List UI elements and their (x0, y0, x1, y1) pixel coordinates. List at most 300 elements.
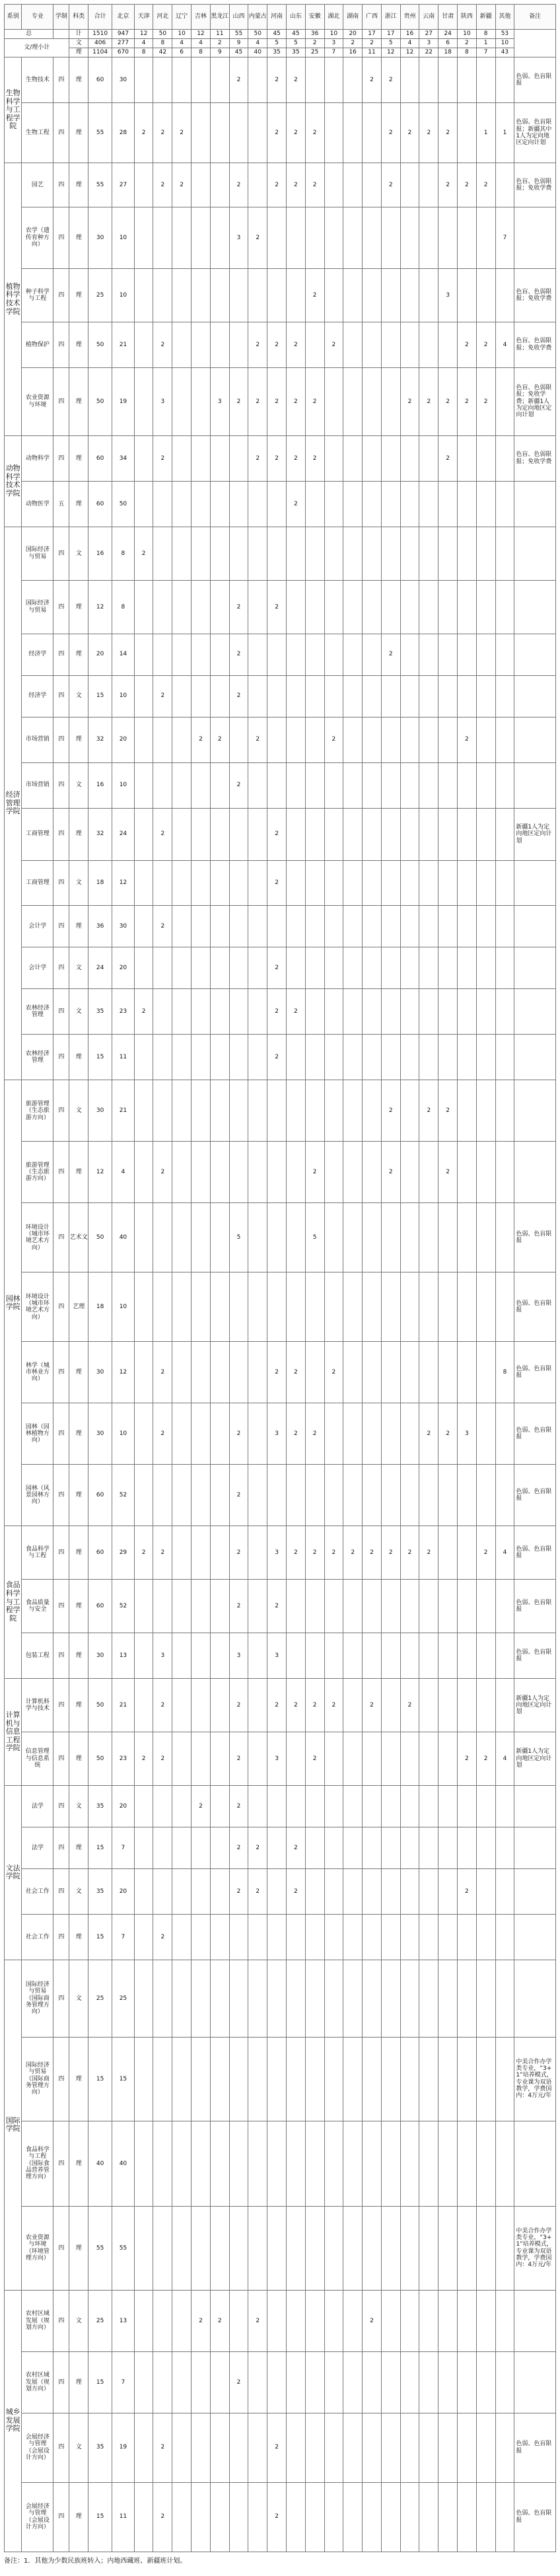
province-value (381, 2482, 400, 2552)
province-value (324, 481, 343, 527)
province-value (476, 717, 495, 762)
summary-total-value: 11 (210, 30, 229, 39)
xuezhi-value: 四 (53, 1679, 69, 1732)
province-value (286, 675, 305, 717)
province-value: 2 (229, 762, 248, 808)
province-value (210, 268, 229, 322)
kelei-header: 科类 (69, 5, 88, 30)
province-value (343, 989, 363, 1035)
province-value (286, 947, 305, 989)
xuezhi-value: 四 (53, 717, 69, 762)
province-value (210, 2121, 229, 2206)
province-value (438, 1580, 458, 1633)
major-name: 经济学 (22, 675, 53, 717)
province-value (400, 57, 419, 103)
province-value: 2 (192, 2290, 211, 2351)
province-value (134, 367, 153, 435)
province-value: 2 (134, 1526, 153, 1580)
province-value (172, 634, 192, 675)
province-value (248, 634, 267, 675)
province-value (267, 1080, 287, 1142)
province-value (400, 1272, 419, 1342)
province-value (305, 2482, 324, 2552)
province-value (267, 1960, 287, 2037)
province-value (248, 1465, 267, 1526)
province-value (153, 207, 172, 268)
province-value (324, 1465, 343, 1526)
total-value: 55 (88, 163, 112, 207)
province-value: 2 (476, 1732, 495, 1786)
province-value (153, 580, 172, 634)
table-row (5, 1342, 556, 1403)
summary-total-value: 36 (305, 30, 324, 39)
xuezhi-value: 四 (53, 57, 69, 103)
table-row (5, 2413, 556, 2482)
province-value: 2 (153, 1526, 172, 1580)
province-value: 2 (457, 163, 476, 207)
kelei-value: 文 (69, 762, 88, 808)
table-row (5, 1868, 556, 1914)
province-value (457, 906, 476, 947)
kelei-value: 文 (69, 2413, 88, 2482)
province-value: 2 (286, 1827, 305, 1868)
province-value (363, 989, 382, 1035)
province-value (153, 1035, 172, 1080)
province-value (476, 860, 495, 906)
summary-wen-value: 5 (286, 39, 305, 48)
province-value (172, 1203, 192, 1272)
total-value: 18 (88, 860, 112, 906)
table-row (5, 2037, 556, 2121)
province-value (476, 1785, 495, 1827)
province-value (419, 860, 438, 906)
province-value (248, 1960, 267, 2037)
province-value (229, 1960, 248, 2037)
province-value (400, 2482, 419, 2552)
province-value (495, 1827, 514, 1868)
province-value: 2 (457, 367, 476, 435)
province-value: 2 (153, 1679, 172, 1732)
province-value: 5 (305, 1203, 324, 1272)
province-value (267, 1142, 287, 1203)
note-cell: 中美合作办学类专业，“3+1”培养模式，专业课为双语教学，学费国内：4万元/年 (514, 2037, 556, 2121)
province-value (457, 1526, 476, 1580)
province-value (210, 808, 229, 860)
kelei-value: 理 (69, 322, 88, 367)
province-value (324, 675, 343, 717)
province-value: 2 (305, 102, 324, 163)
province-value: 1 (476, 102, 495, 163)
province-value: 23 (112, 989, 135, 1035)
province-value: 11 (112, 2482, 135, 2552)
province-header: 贵州 (400, 5, 419, 30)
province-value (343, 1272, 363, 1342)
table-row (5, 1580, 556, 1633)
table-row (5, 1732, 556, 1786)
province-value (192, 207, 211, 268)
province-value (134, 2037, 153, 2121)
province-header: 广西 (363, 5, 382, 30)
province-value (400, 163, 419, 207)
province-value (248, 2413, 267, 2482)
kelei-value: 理 (69, 163, 88, 207)
province-value (324, 2037, 343, 2121)
province-value: 12 (112, 1342, 135, 1403)
province-value (343, 675, 363, 717)
province-value: 2 (134, 1732, 153, 1786)
province-value (457, 527, 476, 580)
province-value (476, 762, 495, 808)
province-value (381, 762, 400, 808)
province-value: 2 (286, 1342, 305, 1403)
province-value: 2 (267, 580, 287, 634)
kelei-value: 文 (69, 1868, 88, 1914)
province-value: 2 (305, 367, 324, 435)
province-value (324, 1035, 343, 1080)
province-value: 2 (153, 1403, 172, 1465)
province-value (343, 102, 363, 163)
province-value (363, 2037, 382, 2121)
summary-total-value: 17 (363, 30, 382, 39)
province-value (495, 580, 514, 634)
province-value (476, 2037, 495, 2121)
province-value (172, 1272, 192, 1342)
province-value (192, 1526, 211, 1580)
province-value (363, 2206, 382, 2290)
summary-total-label: 总 (5, 30, 53, 39)
province-value (495, 1633, 514, 1679)
province-value (476, 1035, 495, 1080)
province-value (438, 906, 458, 947)
province-value (305, 1868, 324, 1914)
total-value: 15 (88, 1035, 112, 1080)
province-value (381, 2290, 400, 2351)
province-value (286, 1732, 305, 1786)
province-value (248, 675, 267, 717)
province-value (400, 989, 419, 1035)
province-value (153, 1080, 172, 1142)
province-value (495, 2037, 514, 2121)
xuezhi-value: 四 (53, 1403, 69, 1465)
province-value (343, 435, 363, 481)
province-value (438, 1679, 458, 1732)
province-value (229, 527, 248, 580)
xuezhi-value: 四 (53, 1080, 69, 1142)
major-name: 种子科学与工程 (22, 268, 53, 322)
province-value (476, 1203, 495, 1272)
province-value: 2 (248, 2290, 267, 2351)
kelei-value: 理 (69, 102, 88, 163)
province-value (267, 2206, 287, 2290)
province-value (400, 1580, 419, 1633)
province-value (419, 207, 438, 268)
province-value (495, 1465, 514, 1526)
province-value (419, 634, 438, 675)
table-row (5, 808, 556, 860)
province-value (363, 481, 382, 527)
total-value: 25 (88, 1960, 112, 2037)
department-name: 园林学院 (5, 1080, 22, 1526)
province-value (267, 717, 287, 762)
major-name: 食品质量与安全 (22, 1580, 53, 1633)
province-value: 8 (112, 527, 135, 580)
total-value: 32 (88, 808, 112, 860)
province-value: 2 (153, 1732, 172, 1786)
total-value: 40 (88, 2121, 112, 2206)
province-value (495, 1914, 514, 1960)
province-value (476, 268, 495, 322)
note-cell (514, 481, 556, 527)
note-cell (514, 634, 556, 675)
province-header: 安徽 (305, 5, 324, 30)
table-row (5, 906, 556, 947)
province-value (134, 2121, 153, 2206)
province-header: 内蒙古 (248, 5, 267, 30)
province-value (363, 268, 382, 322)
summary-total-kelei: 计 (69, 30, 88, 39)
province-value (400, 1960, 419, 2037)
province-value (400, 1342, 419, 1403)
note-cell: 色盲、色弱限报；免收学费 (514, 435, 556, 481)
province-value: 2 (229, 1785, 248, 1827)
province-value (419, 2290, 438, 2351)
major-name: 园林（园林植物方向） (22, 1403, 53, 1465)
province-value (457, 860, 476, 906)
province-value (400, 1633, 419, 1679)
xuezhi-value: 四 (53, 1827, 69, 1868)
table-row (5, 1633, 556, 1679)
province-value (172, 906, 192, 947)
major-name: 社会工作 (22, 1868, 53, 1914)
xuezhi-value: 四 (53, 860, 69, 906)
province-value (305, 57, 324, 103)
province-value (286, 717, 305, 762)
province-value (343, 1914, 363, 1960)
table-row (5, 481, 556, 527)
province-value (210, 1732, 229, 1786)
province-value (419, 762, 438, 808)
kelei-value: 艺术文 (69, 1203, 88, 1272)
note-cell (514, 906, 556, 947)
province-value (172, 762, 192, 808)
province-value (324, 989, 343, 1035)
province-value (476, 1142, 495, 1203)
province-value (192, 1827, 211, 1868)
kelei-value: 理 (69, 1914, 88, 1960)
province-value (457, 1142, 476, 1203)
province-value: 2 (229, 1465, 248, 1526)
province-value: 2 (400, 102, 419, 163)
province-value: 2 (305, 1679, 324, 1732)
province-value (286, 1960, 305, 2037)
province-value (210, 1035, 229, 1080)
province-value (248, 1785, 267, 1827)
xuezhi-value: 四 (53, 2121, 69, 2206)
kelei-value: 理 (69, 481, 88, 527)
province-value (495, 2121, 514, 2206)
province-value (153, 634, 172, 675)
province-value (457, 1203, 476, 1272)
province-value (267, 906, 287, 947)
summary-total-value: 55 (229, 30, 248, 39)
province-value (381, 1732, 400, 1786)
province-value (363, 1580, 382, 1633)
province-value (172, 322, 192, 367)
dept-header: 系别 (5, 5, 22, 30)
province-value: 2 (324, 717, 343, 762)
province-value (438, 717, 458, 762)
province-value: 2 (267, 989, 287, 1035)
footer-note: 备注：1．其他为少数民族班转入；内地西藏班、新疆班计划。 (4, 2557, 187, 2565)
province-value: 2 (153, 906, 172, 947)
province-value (324, 2290, 343, 2351)
province-value (419, 1785, 438, 1827)
summary-li-value: 9 (210, 48, 229, 57)
province-value: 2 (229, 1580, 248, 1633)
province-value (134, 1272, 153, 1342)
province-value (248, 527, 267, 580)
major-name: 农林经济管理 (22, 1035, 53, 1080)
province-value (438, 1272, 458, 1342)
province-value (343, 1827, 363, 1868)
province-value (267, 1785, 287, 1827)
province-value (363, 1732, 382, 1786)
province-value: 7 (112, 1914, 135, 1960)
major-name: 计算机科学与技术 (22, 1679, 53, 1732)
province-value (476, 1272, 495, 1342)
province-value (438, 2121, 458, 2206)
province-value (172, 1679, 192, 1732)
province-value (381, 989, 400, 1035)
summary-li-value: 12 (381, 48, 400, 57)
total-value: 15 (88, 2482, 112, 2552)
province-value: 19 (112, 367, 135, 435)
province-value (495, 989, 514, 1035)
province-value (419, 1203, 438, 1272)
province-header: 山西 (229, 5, 248, 30)
province-header: 湖北 (324, 5, 343, 30)
province-value (495, 57, 514, 103)
province-value (400, 2351, 419, 2413)
province-value (305, 1960, 324, 2037)
province-value (248, 1035, 267, 1080)
province-value: 10 (112, 1403, 135, 1465)
xuezhi-value: 四 (53, 989, 69, 1035)
kelei-value: 理 (69, 2351, 88, 2413)
province-value (172, 2351, 192, 2413)
province-value (134, 1035, 153, 1080)
province-value (210, 481, 229, 527)
province-header: 天津 (134, 5, 153, 30)
province-value (210, 1633, 229, 1679)
province-value (134, 580, 153, 634)
province-value (153, 1868, 172, 1914)
province-value (419, 675, 438, 717)
xuezhi-value: 四 (53, 2037, 69, 2121)
note-cell: 色盲、色弱限报；免收学费 (514, 268, 556, 322)
province-value (192, 675, 211, 717)
province-value: 2 (229, 1827, 248, 1868)
province-value (419, 2351, 438, 2413)
total-value: 50 (88, 1679, 112, 1732)
summary-wen-value: 1 (476, 39, 495, 48)
province-value (172, 2290, 192, 2351)
summary-wen-value: 277 (112, 39, 135, 48)
province-value (363, 1342, 382, 1403)
total-value: 55 (88, 102, 112, 163)
kelei-value: 文 (69, 675, 88, 717)
province-value (192, 1142, 211, 1203)
province-value (153, 2037, 172, 2121)
province-value (343, 367, 363, 435)
province-value (381, 717, 400, 762)
province-value (192, 367, 211, 435)
province-value: 2 (153, 322, 172, 367)
province-value (324, 435, 343, 481)
province-value (192, 1203, 211, 1272)
province-value (438, 1732, 458, 1786)
province-header: 浙江 (381, 5, 400, 30)
major-name: 经济学 (22, 634, 53, 675)
summary-blank (53, 30, 69, 39)
province-header: 其他 (495, 5, 514, 30)
province-value (400, 207, 419, 268)
province-value (438, 675, 458, 717)
province-value: 11 (112, 1035, 135, 1080)
province-value (457, 1342, 476, 1403)
province-value: 21 (112, 1080, 135, 1142)
province-value: 30 (112, 57, 135, 103)
province-value (153, 268, 172, 322)
enrollment-plan-table (4, 4, 556, 2552)
province-value (210, 2482, 229, 2552)
summary-note (514, 30, 556, 57)
province-value (438, 2413, 458, 2482)
xuezhi-value: 四 (53, 435, 69, 481)
major-name: 园艺 (22, 163, 53, 207)
province-value (381, 268, 400, 322)
province-value (153, 1785, 172, 1827)
province-value (286, 268, 305, 322)
province-value: 2 (267, 322, 287, 367)
total-value: 60 (88, 57, 112, 103)
province-value (192, 1035, 211, 1080)
province-value (419, 322, 438, 367)
province-value (134, 1142, 153, 1203)
province-value: 2 (438, 1080, 458, 1142)
province-value: 8 (112, 580, 135, 634)
province-value: 13 (112, 2290, 135, 2351)
note-cell: 色弱、色盲限报 (514, 1580, 556, 1633)
province-value (134, 675, 153, 717)
province-value (210, 1142, 229, 1203)
province-value (229, 2121, 248, 2206)
province-value (400, 2206, 419, 2290)
summary-total-value: 27 (419, 30, 438, 39)
province-value (363, 1035, 382, 1080)
province-value (305, 634, 324, 675)
province-value (343, 947, 363, 989)
province-value: 2 (153, 102, 172, 163)
province-value: 2 (286, 367, 305, 435)
province-value: 2 (457, 1732, 476, 1786)
province-value (495, 808, 514, 860)
province-value (343, 2206, 363, 2290)
summary-wen-value: 4 (134, 39, 153, 48)
major-name: 食品科学与工程（国际食品营养管理方向） (22, 2121, 53, 2206)
province-value (476, 989, 495, 1035)
province-value (134, 1465, 153, 1526)
